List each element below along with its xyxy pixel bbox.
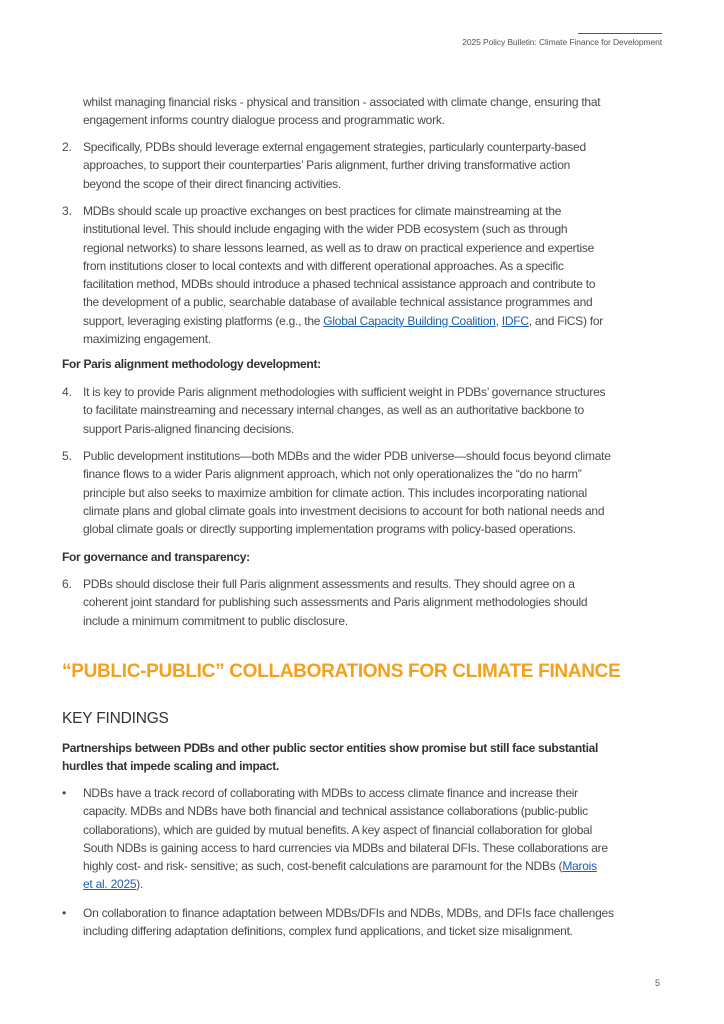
text-line — [62, 922, 672, 940]
text-segment: highly cost- and risk- sensitive; as such, cost-benefit calculations are paramount for the NDBs ( — [83, 859, 563, 874]
text-line — [62, 202, 672, 220]
citation-link[interactable]: Global Capacity Building Coalition — [323, 313, 496, 328]
item-number: 2. — [62, 140, 73, 154]
text-line — [62, 93, 672, 111]
text-line — [62, 312, 672, 330]
text-line — [62, 239, 672, 257]
text-line — [62, 784, 672, 802]
text-segment: It is key to provide Paris alignment methodologies with sufficient weight in PDBs’ governance structures — [83, 385, 606, 399]
text-line — [62, 757, 672, 775]
citation-link[interactable]: et al. 2025 — [83, 877, 137, 892]
text-segment: beyond the scope of their direct financing activities. — [83, 176, 341, 191]
text-line — [62, 502, 672, 520]
text-segment: South NDBs is gaining access to hard currencies via MDBs and bilateral DFIs. These collaborations are — [83, 840, 608, 855]
bullet-item — [62, 904, 672, 941]
numbered-item — [62, 575, 672, 630]
text-line — [62, 465, 672, 483]
text-segment: institutional level. This should include engaging with the wider PDB ecosystem (such as through — [83, 222, 568, 237]
text-segment: facilitation method, MDBs should introduce a phased technical assistance approach and contribute to — [83, 277, 596, 292]
text-segment: coherent joint standard for publishing such assessments and Paris alignment methodologies should — [83, 595, 588, 610]
text-segment: principle but also seeks to maximize ambition for climate action. This includes incorporating national — [83, 485, 587, 500]
text-segment: support Paris-aligned financing decisions. — [83, 421, 294, 436]
bullet-icon: • — [62, 906, 67, 920]
subheading — [62, 548, 672, 566]
item-number: 3. — [62, 204, 73, 218]
header-rule — [578, 33, 662, 34]
text-line — [62, 821, 672, 839]
text-segment: hurdles that impede scaling and impact. — [62, 759, 280, 774]
text-segment: the development of a public, searchable database of available technical assistance programmes and — [83, 295, 593, 310]
text-line — [62, 293, 672, 311]
paragraph — [62, 93, 672, 130]
text-line — [62, 138, 672, 156]
text-line — [62, 401, 672, 419]
text-line — [62, 383, 672, 401]
text-line — [62, 275, 672, 293]
page-number: 5 — [655, 978, 661, 988]
text-segment: support, leveraging existing platforms (e.g., the — [83, 313, 324, 328]
text-segment: from institutions closer to local contexts and with different operational approaches. As a specific — [83, 258, 564, 273]
text-line — [62, 175, 672, 193]
text-segment: MDBs should scale up proactive exchanges on best practices for climate mainstreaming at the — [83, 204, 562, 218]
text-segment: global climate goals or directly supporting implementation programs with policy-based operations. — [83, 522, 576, 537]
section-title: “PUBLIC-PUBLIC” COLLABORATIONS FOR CLIMATE FINANCE — [62, 661, 621, 682]
text-segment: NDBs have a track record of collaborating with MDBs to access climate finance and increase their — [83, 786, 578, 800]
text-line — [62, 739, 672, 757]
text-line — [62, 330, 672, 348]
text-segment: to facilitate mainstreaming and necessary internal changes, as well as an authoritative backbone to — [83, 403, 584, 418]
text-segment: Specifically, PDBs should leverage external engagement strategies, particularly counterparty-based — [83, 140, 586, 154]
text-segment: engagement informs country dialogue process and programmatic work. — [83, 113, 445, 128]
text-line — [62, 484, 672, 502]
numbered-item — [62, 383, 672, 438]
text-segment: whilst managing financial risks - physical and transition - associated with climate change, ensuring that — [83, 95, 601, 109]
text-segment: including differing adaptation definitions, complex fund applications, and ticket size misalignment. — [83, 924, 573, 939]
text-line — [62, 548, 672, 566]
section-subtitle: KEY FINDINGS — [62, 710, 169, 727]
numbered-item — [62, 138, 672, 193]
text-line — [62, 355, 672, 373]
text-segment: capacity. MDBs and NDBs have both financial and technical assistance collaborations (public-public — [83, 804, 588, 819]
citation-link[interactable]: IDFC — [501, 313, 529, 328]
text-line — [62, 220, 672, 238]
text-segment: collaborations), which are guided by mutual benefits. A key aspect of financial collaboration for global — [83, 822, 592, 837]
text-line — [62, 593, 672, 611]
text-segment: Partnerships between PDBs and other public sector entities show promise but still face substantial — [62, 741, 599, 755]
text-line — [62, 904, 672, 922]
item-number: 6. — [62, 577, 73, 591]
text-line — [62, 257, 672, 275]
bullet-icon: • — [62, 786, 67, 800]
text-segment: , and FiCS) for — [528, 313, 604, 328]
subheading — [62, 355, 672, 373]
text-segment: finance flows to a wider Paris alignment approach, which not only operationalizes the “do no harm” — [83, 467, 582, 482]
text-segment: On collaboration to finance adaptation between MDBs/DFIs and NDBs, MDBs, and DFIs face challenges — [83, 906, 614, 920]
text-line — [62, 839, 672, 857]
text-line — [62, 575, 672, 593]
citation-link[interactable]: Marois — [562, 859, 597, 874]
text-segment: maximizing engagement. — [83, 332, 211, 347]
text-segment: approaches, to support their counterparties’ Paris alignment, further driving transformative action — [83, 158, 571, 173]
text-segment: ). — [136, 877, 144, 892]
bullet-item — [62, 784, 672, 894]
text-line — [62, 612, 672, 630]
text-line — [62, 111, 672, 129]
text-segment: , — [495, 313, 502, 328]
text-segment: climate plans and global climate goals into investment decisions to account for both national needs and — [83, 503, 605, 518]
text-segment: For Paris alignment methodology development: — [62, 357, 321, 371]
running-header: 2025 Policy Bulletin: Climate Finance for Development — [462, 37, 662, 47]
item-number: 4. — [62, 385, 73, 399]
text-segment: regional networks) to share lessons learned, as well as to draw on practical experience and expertise — [83, 240, 595, 255]
text-line — [62, 420, 672, 438]
text-segment: include a minimum commitment to public disclosure. — [83, 613, 348, 628]
text-line — [62, 857, 672, 875]
subheading — [62, 739, 672, 776]
text-line — [62, 156, 672, 174]
text-line — [62, 520, 672, 538]
text-line — [62, 802, 672, 820]
item-number: 5. — [62, 449, 73, 463]
text-segment: PDBs should disclose their full Paris alignment assessments and results. They should agree on a — [83, 577, 575, 591]
text-segment: For governance and transparency: — [62, 550, 250, 564]
text-line — [62, 875, 672, 893]
numbered-item — [62, 447, 672, 538]
numbered-item — [62, 202, 672, 348]
text-segment: Public development institutions—both MDBs and the wider PDB universe—should focus beyond climate — [83, 449, 611, 463]
text-line — [62, 447, 672, 465]
